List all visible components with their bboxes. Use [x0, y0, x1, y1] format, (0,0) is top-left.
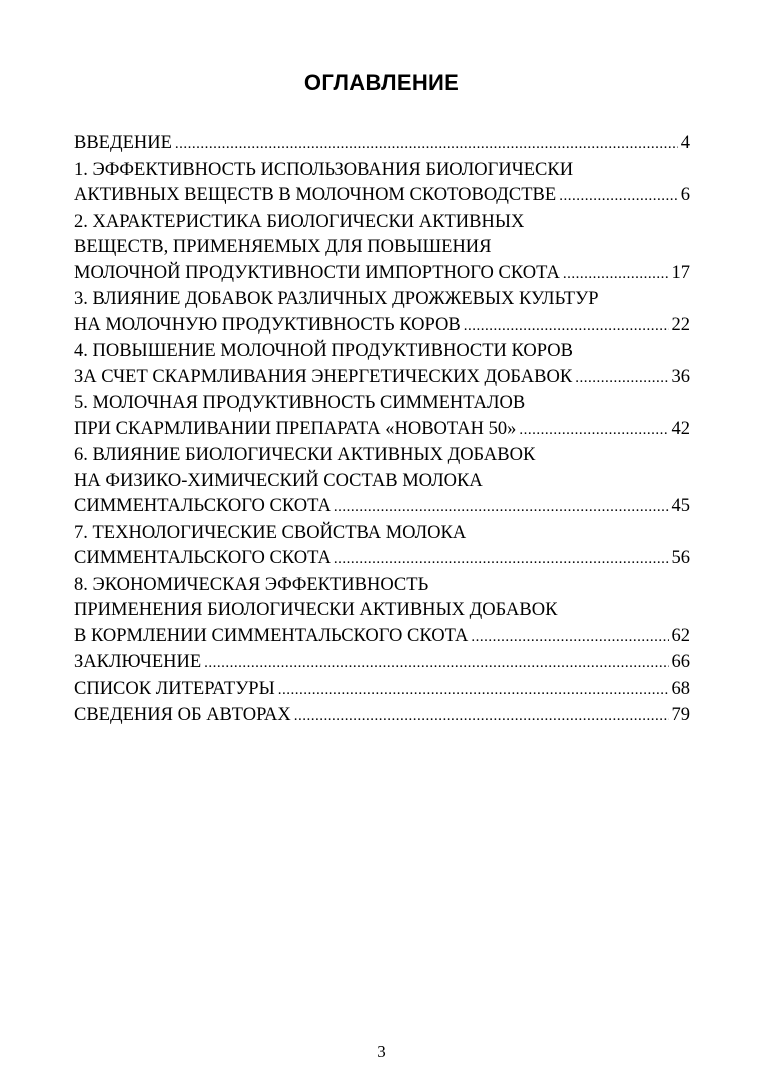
toc-entry-title-line: 7. ТЕХНОЛОГИЧЕСКИЕ СВОЙСТВА МОЛОКА: [74, 522, 467, 543]
dot-leader: [519, 418, 668, 444]
toc-entry-final-line: [74, 650, 690, 677]
dot-leader: [278, 678, 669, 704]
toc-entry-title-line: МОЛОЧНОЙ ПРОДУКТИВНОСТИ ИМПОРТНОГО СКОТА: [74, 262, 560, 283]
page-number: 3: [377, 1042, 386, 1061]
toc-page-number: 45: [671, 496, 690, 516]
toc-page-number: 68: [671, 678, 690, 699]
toc-entry[interactable]: [74, 703, 690, 730]
toc-entry[interactable]: [74, 650, 690, 677]
toc-entry[interactable]: [74, 443, 690, 521]
page-title: ОГЛАВЛЕНИЕ: [303, 70, 460, 95]
toc-entry-final-line: [74, 261, 690, 288]
toc-entry-title-line: СВЕДЕНИЯ ОБ АВТОРАХ: [74, 705, 291, 725]
dot-leader: [464, 314, 669, 340]
toc-entry-final-line: [74, 494, 690, 521]
toc-entry-title-line: ПРИ СКАРМЛИВАНИИ ПРЕПАРАТА «НОВОТАН 50»: [74, 418, 517, 439]
toc-entry-title-line: НА ФИЗИКО-ХИМИЧЕСКИЙ СОСТАВ МОЛОКА: [74, 470, 483, 491]
toc-entry[interactable]: [74, 573, 690, 651]
toc-entry[interactable]: [74, 131, 690, 158]
toc-entry-title-line: 8. ЭКОНОМИЧЕСКАЯ ЭФФЕКТИВНОСТЬ: [74, 574, 429, 595]
toc-entry-title-line: 4. ПОВЫШЕНИЕ МОЛОЧНОЙ ПРОДУКТИВНОСТИ КОРОВ: [74, 341, 573, 361]
toc-entry-title-line: ВЕЩЕСТВ, ПРИМЕНЯЕМЫХ ДЛЯ ПОВЫШЕНИЯ: [74, 237, 492, 257]
toc-entry-title-line: ЗАКЛЮЧЕНИЕ: [74, 652, 202, 672]
toc-page-number: 6: [680, 185, 690, 205]
toc-entry-final-line: [74, 417, 690, 444]
toc-entry[interactable]: [74, 521, 690, 573]
toc-entry[interactable]: [74, 210, 690, 288]
toc-entry-title-line: ВВЕДЕНИЕ: [74, 133, 172, 153]
toc-entry[interactable]: [74, 391, 690, 443]
dot-leader: [575, 366, 668, 392]
dot-leader: [294, 704, 669, 730]
toc-page-number: 22: [671, 314, 690, 335]
toc-page-number: 66: [671, 652, 690, 672]
toc-entry[interactable]: [74, 287, 690, 339]
dot-leader: [559, 184, 678, 210]
toc-entry-title-line: ПРИМЕНЕНИЯ БИОЛОГИЧЕСКИ АКТИВНЫХ ДОБАВОК: [74, 600, 558, 620]
toc-page-number: 56: [671, 548, 690, 568]
toc-entry-title-line: 2. ХАРАКТЕРИСТИКА БИОЛОГИЧЕСКИ АКТИВНЫХ: [74, 211, 525, 232]
dot-leader: [471, 625, 668, 651]
toc-page-number: 42: [671, 418, 690, 439]
toc-entry-final-line: [74, 183, 690, 210]
toc-entry-final-line: [74, 313, 690, 340]
toc-entry-title-line: НА МОЛОЧНУЮ ПРОДУКТИВНОСТЬ КОРОВ: [74, 314, 461, 335]
toc-entry-title-line: 3. ВЛИЯНИЕ ДОБАВОК РАЗЛИЧНЫХ ДРОЖЖЕВЫХ КУЛЬТУР: [74, 289, 599, 309]
toc-entry-final-line: [74, 677, 690, 704]
toc-entry-title-line: В КОРМЛЕНИИ СИММЕНТАЛЬСКОГО СКОТА: [74, 625, 469, 646]
toc-page-number: 17: [671, 262, 690, 283]
toc-page-number: 4: [680, 133, 690, 153]
toc-entry[interactable]: [74, 677, 690, 704]
toc-entry-title-line: СПИСОК ЛИТЕРАТУРЫ: [74, 678, 275, 699]
toc-entry-final-line: [74, 546, 690, 573]
dot-leader: [563, 262, 669, 288]
toc-page-number: 79: [671, 705, 690, 725]
toc-entry[interactable]: [74, 339, 690, 391]
toc-entry-title-line: 6. ВЛИЯНИЕ БИОЛОГИЧЕСКИ АКТИВНЫХ ДОБАВОК: [74, 445, 536, 465]
dot-leader: [334, 547, 669, 573]
dot-leader: [334, 495, 669, 521]
toc-entry-final-line: [74, 365, 690, 392]
toc-entry-title-line: 5. МОЛОЧНАЯ ПРОДУКТИВНОСТЬ СИММЕНТАЛОВ: [74, 393, 526, 413]
toc-entry-final-line: [74, 131, 690, 158]
toc-entry-final-line: [74, 624, 690, 651]
dot-leader: [204, 651, 668, 677]
toc-entry-title-line: 1. ЭФФЕКТИВНОСТЬ ИСПОЛЬЗОВАНИЯ БИОЛОГИЧЕСКИ: [74, 159, 574, 180]
toc-entry[interactable]: [74, 158, 690, 210]
toc-entry-title-line: СИММЕНТАЛЬСКОГО СКОТА: [74, 548, 331, 568]
toc-entry-title-line: СИММЕНТАЛЬСКОГО СКОТА: [74, 496, 331, 516]
toc-entry-title-line: АКТИВНЫХ ВЕЩЕСТВ В МОЛОЧНОМ СКОТОВОДСТВЕ: [74, 185, 557, 205]
toc-entry-title-line: ЗА СЧЕТ СКАРМЛИВАНИЯ ЭНЕРГЕТИЧЕСКИХ ДОБАВОК: [74, 366, 573, 387]
toc-page-number: 62: [671, 625, 690, 646]
table-of-contents: [74, 131, 690, 730]
dot-leader: [175, 132, 678, 158]
toc-entry-final-line: [74, 703, 690, 730]
toc-page-number: 36: [671, 366, 690, 387]
